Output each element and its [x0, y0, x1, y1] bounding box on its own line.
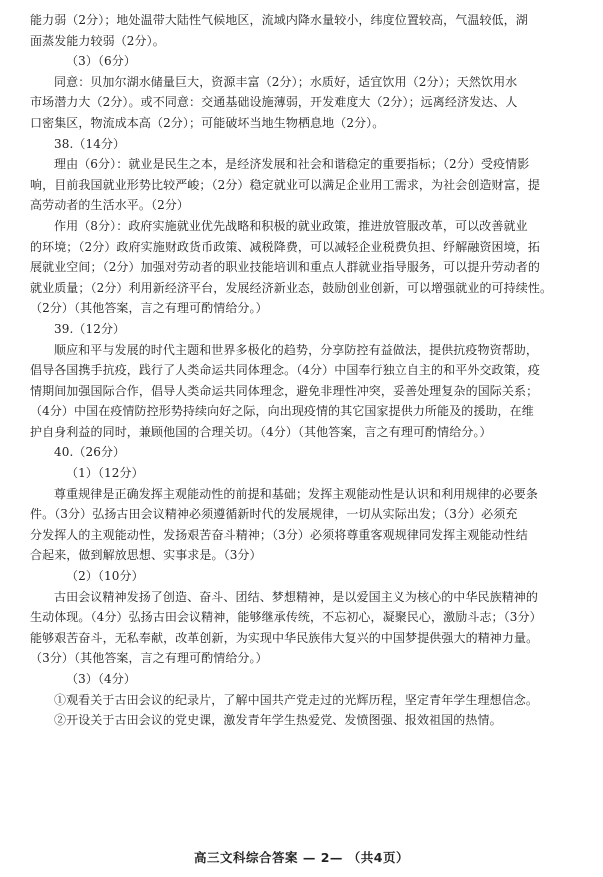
text-line: 生动体现。（4分）弘扬古田会议精神，能够继承传统，不忘初心，凝聚民心，激励斗志；（3分）: [30, 610, 542, 625]
text-line: 理由（6分）：就业是民生之本，是经济发展和社会和谐稳定的重要指标；（2分）受疫情影: [54, 157, 530, 172]
text-line: ②开设关于古田会议的党史课，激发青年学生热爱党、发愤图强、报效祖国的热情。: [54, 713, 502, 728]
text-line: 39.（12分）: [54, 321, 126, 336]
text-line: 能力弱（2分）；地处温带大陆性气候地区，流域内降水量较小，纬度位置较高，气温较低，湖: [30, 13, 528, 27]
text-line: 护自身利益的同时，兼顾他国的合理关切。（4分）（其他答案，言之有理可酌情给分。）: [30, 424, 492, 439]
text-line: 高劳动者的生活水平。（2分）: [30, 198, 190, 213]
text-line: 尊重规律是正确发挥主观能动性的前提和基础；发挥主观能动性是认识和利用规律的必要条: [54, 486, 539, 501]
text-line: （3分）（其他答案，言之有理可酌情给分。）: [30, 651, 268, 666]
text-line: 古田会议精神发扬了创造、奋斗、团结、梦想精神，是以爱国主义为核心的中华民族精神的: [54, 589, 539, 604]
text-line: 同意：贝加尔湖水储量巨大，资源丰富（2分）；水质好，适宜饮用（2分）；天然饮用水: [54, 74, 518, 89]
page-footer: 高三文科综合答案 — 2— （共4页）: [194, 850, 409, 865]
text-line: （2）（10分）: [66, 569, 144, 584]
text-line: 能够艰苦奋斗，无私奉献，改革创新，为实现中华民族伟大复兴的中国梦提供强大的精神力量。: [30, 630, 539, 645]
text-line: （4分）中国在疫情防控形势持续向好之际，向出现疫情的其它国家提供力所能及的援助，在维: [30, 404, 534, 419]
text-line: 顺应和平与发展的时代主题和世界多极化的趋势，分享防控有益做法，提供抗疫物资帮助，: [54, 342, 539, 357]
text-line: 40.（26分）: [54, 445, 126, 460]
text-line: 38.（14分）: [54, 136, 126, 151]
text-line: （1）（12分）: [66, 466, 144, 481]
text-line: 响，目前我国就业形势比较严峻；（2分）稳定就业可以满足企业用工需求，为社会创造财富，提: [30, 177, 540, 192]
text-line: 的环境；（2分）政府实施财政货币政策、减税降费，可以减轻企业税费负担、纾解融资困境，拓: [30, 239, 540, 254]
text-line: （3）（6分）: [66, 54, 136, 69]
text-line: 合起来，做到解放思想、实事求是。（3分）: [30, 548, 262, 563]
text-line: （2分）（其他答案，言之有理可酌情给分。）: [30, 301, 268, 316]
text-line: 作用（8分）：政府实施就业优先战略和积极的就业政策，推进放管服改革，可以改善就业: [54, 218, 528, 233]
text-line: 情期间加强国际合作，倡导人类命运共同体理念，避免非理性冲突，妥善处理复杂的国际关系；: [30, 383, 539, 398]
text-line: 面蒸发能力较弱（2分）。: [30, 33, 165, 48]
answer-body: [30, 10, 585, 731]
text-line: 就业质量；（2分）利用新经济平台，发展经济新业态，鼓励创业创新，可以增强就业的可持续性。: [30, 280, 553, 295]
text-line: （3）（4分）: [66, 672, 136, 686]
text-line: 倡导各国携手抗疫，践行了人类命运共同体理念。（4分）中国奉行独立自主的和平外交政策，疫: [30, 363, 540, 378]
text-line: 口密集区，物流成本高（2分）；可能破坏当地生物栖息地（2分）。: [30, 115, 385, 130]
text-line: 市场潜力大（2分）。或不同意：交通基础设施薄弱，开发难度大（2分）；远离经济发达、人: [30, 95, 518, 110]
text-line: 件。（3分）弘扬古田会议精神必须遵循新时代的发展规律，一切从实际出发；（3分）必须充: [30, 507, 518, 522]
text-line: 展就业空间；（2分）加强对劳动者的职业技能培训和重点人群就业指导服务，可以提升劳动者的: [30, 260, 540, 275]
text-line: 分发挥人的主观能动性，发扬艰苦奋斗精神；（3分）必须将尊重客观规律同发挥主观能动性结: [30, 527, 528, 542]
text-line: ①观看关于古田会议的纪录片，了解中国共产党走过的光辉历程，坚定青年学生理想信念。: [54, 692, 539, 707]
